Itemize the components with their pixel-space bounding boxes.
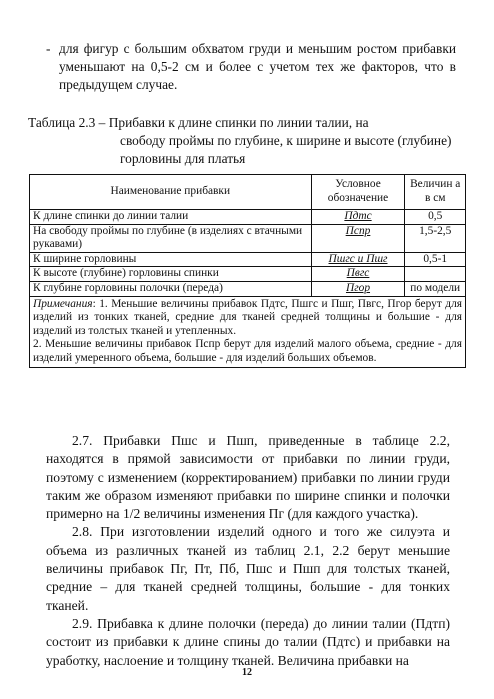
row-symbol: Пспр [311, 224, 405, 252]
row-name: К глубине горловины полочки (переда) [30, 281, 312, 296]
row-symbol: Пгор [311, 281, 405, 296]
row-value: 0,5 [405, 210, 466, 225]
note-1-text: : 1. Меньшие величины прибавок Пдтс, Пшгс и Пшг, Пвгс, Пгор берут для изделий из тонких тканей, средние для тканей средней толщины и большие - для изделий из толстых тканей и утепленных. [33, 297, 462, 337]
row-value: 1,5-2,5 [405, 224, 466, 252]
header-symbol: Условное обозначение [311, 175, 405, 210]
table-row [30, 267, 466, 282]
paragraph-2-9: 2.9. Прибавка к длине полочки (переда) до линии талии (Пдтп) состоит из прибавки к длине спины до талии (Пдтс) и прибавки на уработку, наслоение и толщину тканей. Величина прибавки на [46, 615, 450, 668]
note-2: 2. Меньшие величины прибавок Пспр берут для изделий малого объема, средние - для изделий умеренного объема, большие - для изделий больших объемов. [33, 338, 462, 364]
row-symbol: Пшгс и Пшг [311, 252, 405, 267]
row-symbol: Пвгс [311, 267, 405, 282]
table-row [30, 224, 466, 252]
row-name: На свободу проймы по глубине (в изделиях с втачными рукавами) [30, 224, 312, 252]
table-header-row [30, 175, 466, 210]
intro-paragraph [46, 40, 456, 94]
table-caption-line-1: Таблица 2.3 – Прибавки к длине спинки по линии талии, на [28, 115, 369, 130]
row-symbol: Пдтс [311, 210, 405, 225]
table-notes [30, 296, 466, 367]
table-row [30, 210, 466, 225]
table-caption-line-2: свободу проймы по глубине, к ширине и высоте (глубине) горловины для платья [120, 133, 452, 166]
row-value: по модели [405, 281, 466, 296]
table-row [30, 281, 466, 296]
header-name: Наименование прибавки [30, 175, 312, 210]
note-1 [33, 298, 462, 339]
table-notes-row [30, 296, 466, 367]
row-value [405, 267, 466, 282]
intro-text: для фигур с большим обхватом груди и меньшим ростом прибавки уменьшают на 0,5-2 см и более с учетом тех же факторов, что в предыдущем случае. [59, 41, 456, 92]
body-text [46, 432, 450, 670]
page-number: 12 [242, 667, 252, 678]
row-name: К высоте (глубине) горловины спинки [30, 267, 312, 282]
table-row [30, 252, 466, 267]
row-name: К длине спинки до линии талии [30, 210, 312, 225]
row-name: К ширине горловины [30, 252, 312, 267]
list-dash: - [46, 41, 51, 56]
paragraph-2-7: 2.7. Прибавки Пшс и Пшп, приведенные в таблице 2.2, находятся в прямой зависимости от прибавки по линии груди, поэтому с изменением (корректированием) прибавки по линии груди таким же образом изменяют прибавки по ширине спинки и полочки примерно на 1/2 величины изменения Пг (для каждого участка). [46, 433, 450, 522]
paragraph-2-8: 2.8. При изготовлении изделий одного и того же силуэта и объема из различных тканей из таблиц 2.1, 2.2 берут меньшие величины прибавок Пг, Пт, Пб, Пшс и Пшп для толстых тканей, средние – для тканей средней толщины, большие - для тонких тканей. [46, 524, 450, 613]
table-caption [28, 114, 464, 168]
row-value: 0,5-1 [405, 252, 466, 267]
notes-label: Примечания [33, 297, 93, 310]
allowances-table [29, 174, 466, 368]
header-value: Величин а в см [405, 175, 466, 210]
